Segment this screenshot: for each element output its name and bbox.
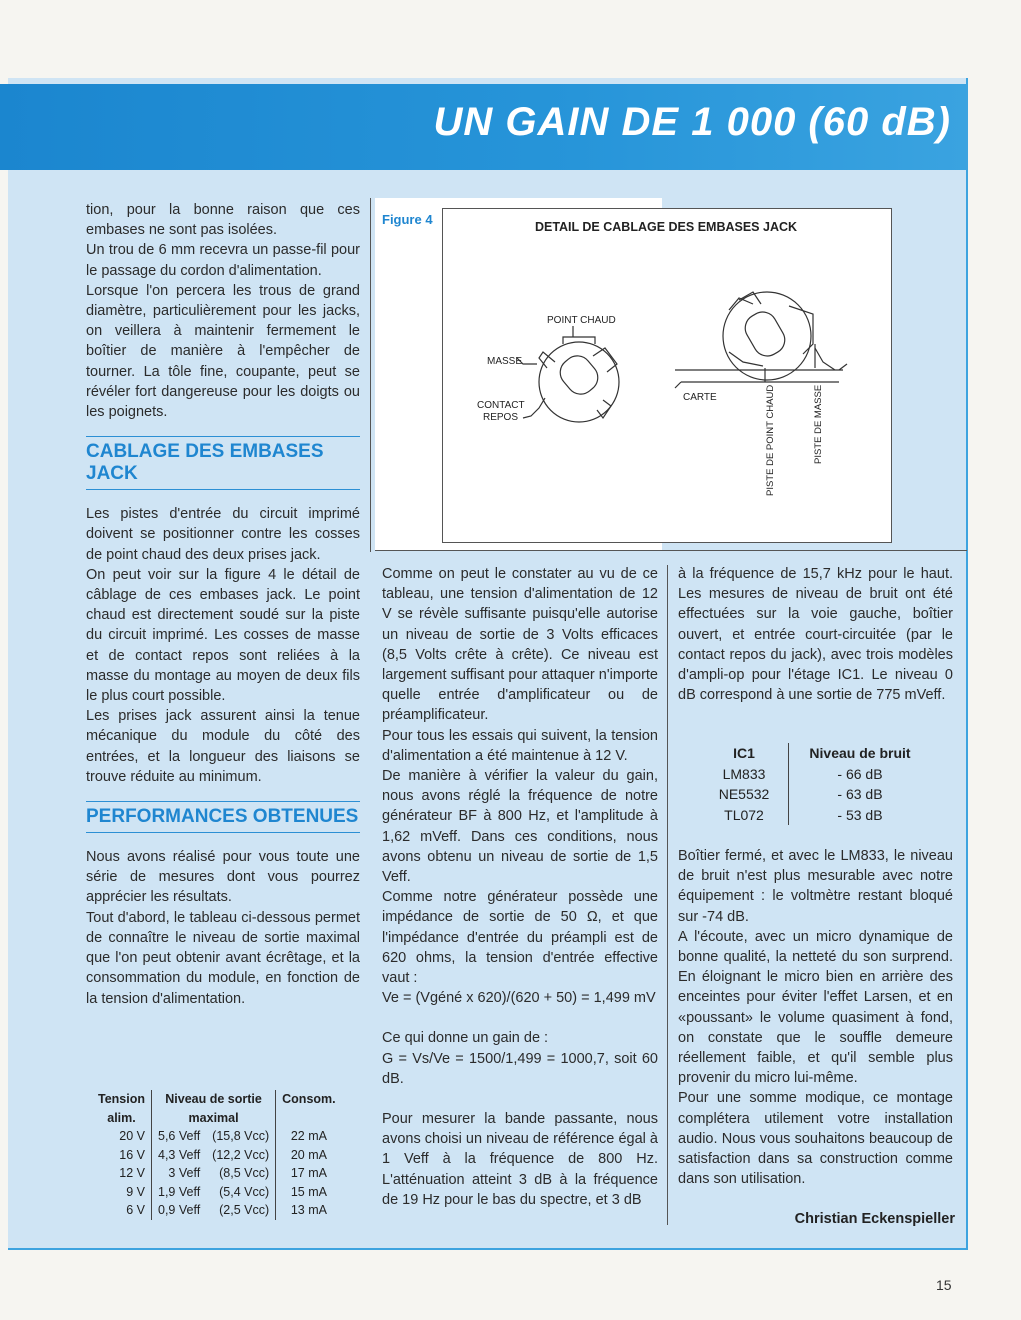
jack-wiring-diagram xyxy=(443,240,889,538)
column-3-continued xyxy=(678,846,953,1189)
table-cell: (2,5 Vcc) xyxy=(206,1201,275,1220)
paragraph: A l'écoute, avec un micro dynamique de bonne qualité, la netteté du son surprend. En éloignant le micro bien en arrière des enceintes pour éviter l'effet Larsen, et en «poussant» le volume quasiment à fond, on constate que le souffle demeure réellement faible, et qu'il semble plus provenir du micro lui-même. xyxy=(678,928,953,1087)
table-cell: 9 V xyxy=(126,1184,145,1199)
table-header: Niveau de bruit xyxy=(789,743,932,764)
table-cell: 20 mA xyxy=(290,1147,327,1162)
paragraph: Ce qui donne un gain de : xyxy=(382,1030,549,1047)
column-1 xyxy=(86,200,360,1009)
paragraph: Boîtier fermé, et avec le LM833, le niveau de bruit n'est plus mesurable avec notre équipement : le voltmètre restant bloqué sur -74 dB. xyxy=(678,848,953,925)
table-row xyxy=(700,805,931,826)
table-cell: 1,9 Veff xyxy=(152,1183,207,1202)
page-title: UN GAIN DE 1 000 (60 dB) xyxy=(433,100,951,144)
table-cell: - 66 dB xyxy=(789,764,932,785)
page-number: 15 xyxy=(936,1277,952,1293)
table-cell: - 53 dB xyxy=(789,805,932,826)
table-cell: (5,4 Vcc) xyxy=(206,1183,275,1202)
table-cell: 3 Veff xyxy=(152,1164,207,1183)
figure-bottom-rule xyxy=(375,550,967,551)
label-repos: REPOS xyxy=(483,412,519,423)
table-header: IC1 xyxy=(733,745,755,761)
table-header: Consom. xyxy=(282,1092,336,1106)
table-header: Niveau de sortie xyxy=(152,1090,276,1109)
label-piste-masse: PISTE DE MASSE xyxy=(813,384,824,464)
paragraph: Les pistes d'entrée du circuit imprimé doivent se positionner contre les cosses de point chaud des deux prises jack. xyxy=(86,506,360,563)
table-cell: TL072 xyxy=(724,806,764,823)
table-row xyxy=(92,1201,342,1220)
label-piste-point-chaud: PISTE DE POINT CHAUD xyxy=(765,384,776,496)
table-cell: 4,3 Veff xyxy=(152,1146,207,1165)
label-contact: CONTACT xyxy=(477,400,525,411)
figure-title: DETAIL DE CABLAGE DES EMBASES JACK xyxy=(534,220,798,234)
table-cell: (15,8 Vcc) xyxy=(206,1127,275,1146)
table-cell: LM833 xyxy=(722,765,766,782)
paragraph: Les prises jack assurent ainsi la tenue mécanique du module du côté des entrées, et la longueur des liaisons se trouve réduite au minimum. xyxy=(86,708,360,785)
label-carte: CARTE xyxy=(683,392,717,403)
paragraph: Pour tous les essais qui suivent, la tension d'alimentation a été maintenue à 12 V. xyxy=(382,727,658,764)
table-row xyxy=(92,1164,342,1183)
column-2 xyxy=(382,564,658,1210)
paragraph: Pour une somme modique, ce montage complétera utilement votre installation audio. Nous vous souhaitons beaucoup de satisfaction dans sa construction comme dans son utilisation. xyxy=(678,1090,953,1188)
paragraph: Un trou de 6 mm recevra un passe-fil pour le passage du cordon d'alimentation. xyxy=(86,242,360,279)
paragraph: On peut voir sur la figure 4 le détail de câblage de ces embases jack. Le point chaud est directement soudé sur la piste du circuit imprimé. Les cosses de masse et de contact repos sont reliées à la masse du montage au moyen de deux fils le plus court possible. xyxy=(86,566,360,705)
noise-level-table xyxy=(700,743,931,825)
table-cell: 20 V xyxy=(119,1129,145,1143)
paragraph: Comme notre générateur possède une impédance de sortie de 50 Ω, et que l'impédance d'entrée du préampli est de 620 ohms, la tension d'entrée effective vaut : xyxy=(382,889,658,987)
label-point-chaud: POINT CHAUD xyxy=(547,315,616,326)
table-cell: 15 mA xyxy=(290,1184,327,1199)
table-cell: - 63 dB xyxy=(789,784,932,805)
table-header: maximal xyxy=(152,1109,276,1128)
table-cell: NE5532 xyxy=(718,786,770,802)
paragraph: Pour mesurer la bande passante, nous avons choisi un niveau de référence égal à 1 Veff à la fréquence de 800 Hz. L'atténuation atteint 3 dB à la fréquence de 19 Hz pour le bas du spectre, et 3 dB xyxy=(382,1111,658,1208)
paragraph: Tout d'abord, le tableau ci-dessous permet de connaître le niveau de sortie maximal que l'on peut obtenir avant écrêtage, et la consommation du module, en fonction de la tension d'alimentation. xyxy=(86,909,360,1007)
formula: Ve = (Vgéné x 620)/(620 + 50) = 1,499 mV xyxy=(382,990,656,1007)
label-masse: MASSE xyxy=(487,356,523,367)
table-cell: 13 mA xyxy=(290,1203,327,1217)
table-cell: 22 mA xyxy=(290,1129,327,1143)
paragraph: tion, pour la bonne raison que ces embases ne sont pas isolées. xyxy=(86,202,360,239)
table-cell: (12,2 Vcc) xyxy=(206,1146,275,1165)
paragraph: De manière à vérifier la valeur du gain, nous avons réglé la fréquence de notre générateur BF à 800 Hz, et l'amplitude à 1,62 mVeff. Dans ces conditions, nous avons obtenu un niveau de sortie de 1,5 Veff. xyxy=(382,768,658,886)
table-cell: 17 mA xyxy=(290,1166,327,1180)
table-cell: 16 V xyxy=(119,1147,145,1162)
table-cell: 12 V xyxy=(119,1166,145,1180)
table-row xyxy=(700,784,931,805)
table-header: Tension xyxy=(98,1092,145,1106)
column-3 xyxy=(678,564,953,705)
paragraph: Lorsque l'on percera les trous de grand diamètre, particulièrement pour les jacks, on veillera à maintenir fermement le boîtier de manière à l'empêcher de tourner. La tôle fine, coupante, peut se révéler fort dangereuse pour les doigts ou les poignets. xyxy=(86,282,360,421)
table-row xyxy=(92,1146,342,1165)
jack-socket-side xyxy=(675,292,847,388)
section-heading-performances: PERFORMANCES OBTENUES xyxy=(86,801,360,833)
paragraph: Nous avons réalisé pour vous toute une série de mesures dont vous pourrez apprécier les résultats. xyxy=(86,849,360,906)
section-heading-cablage: CABLAGE DES EMBASES JACK xyxy=(86,436,360,490)
formula: G = Vs/Ve = 1500/1,499 = 1000,7, soit 60 dB. xyxy=(382,1050,658,1087)
jack-socket-front xyxy=(517,326,619,422)
table-row xyxy=(92,1127,342,1146)
table-cell: 6 V xyxy=(126,1203,145,1217)
column-divider xyxy=(667,565,668,1225)
figure-label: Figure 4 xyxy=(382,212,433,227)
author-signature: Christian Eckenspieller xyxy=(794,1211,955,1227)
table-cell: 0,9 Veff xyxy=(152,1201,207,1220)
table-cell: (8,5 Vcc) xyxy=(206,1164,275,1183)
output-level-table xyxy=(92,1090,342,1220)
table-header: alim. xyxy=(107,1110,136,1125)
table-cell: 5,6 Veff xyxy=(152,1127,207,1146)
paragraph: Comme on peut le constater au vu de ce tableau, une tension d'alimentation de 12 V se révèle suffisante puisqu'elle autorise un niveau de sortie de 3 Volts efficaces (8,5 Volts crête à crête). Ce niveau est largement suffisant pour attaquer n'importe quelle entrée d'amplificateur ou de préamplificateur. xyxy=(382,566,658,724)
table-row xyxy=(700,764,931,785)
table-row xyxy=(92,1183,342,1202)
paragraph: à la fréquence de 15,7 kHz pour le haut. Les mesures de niveau de bruit ont été effectuées sur la voie gauche, boîtier ouvert, et entrée court-circuitée (par le contact repos du jack), avec trois modèles d'ampli-op pour l'étage IC1. Le niveau 0 dB correspond à une sortie de 775 mVeff. xyxy=(678,566,953,704)
